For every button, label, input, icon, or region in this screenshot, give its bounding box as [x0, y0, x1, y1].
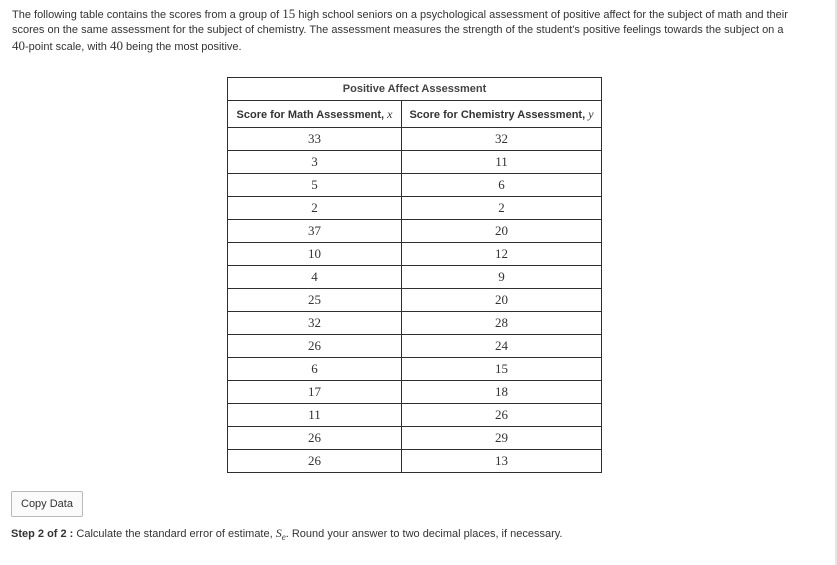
table-row	[228, 243, 602, 266]
math-score-cell: 32	[228, 312, 402, 335]
table-row	[228, 197, 602, 220]
table-row	[228, 358, 602, 381]
math-score-cell: 5	[228, 174, 402, 197]
chemistry-score-cell: 28	[402, 312, 602, 335]
standard-error-subscript: e	[281, 532, 286, 543]
chemistry-score-cell: 26	[402, 404, 602, 427]
intro-text-3: -point scale, with	[25, 41, 110, 53]
chemistry-score-cell: 20	[402, 289, 602, 312]
chemistry-score-cell: 6	[402, 174, 602, 197]
table-row	[228, 381, 602, 404]
step-label: Step 2 of 2 :	[11, 528, 74, 540]
problem-intro	[12, 6, 802, 55]
standard-error-symbol: S	[275, 526, 282, 540]
math-score-cell: 26	[228, 427, 402, 450]
table-row	[228, 335, 602, 358]
intro-text-4: being the most positive.	[122, 41, 242, 53]
chemistry-score-cell: 13	[402, 450, 602, 473]
chemistry-score-cell: 32	[402, 128, 602, 151]
chemistry-score-cell: 15	[402, 358, 602, 381]
table-row	[228, 450, 602, 473]
column-header-chemistry	[402, 101, 602, 128]
step-text-2: . Round your answer to two decimal places, if necessary.	[285, 528, 563, 540]
column-header-math-label: Score for Math Assessment,	[236, 108, 388, 121]
chemistry-score-cell: 29	[402, 427, 602, 450]
intro-max: 40	[109, 38, 123, 53]
chemistry-score-cell: 24	[402, 335, 602, 358]
table-row	[228, 220, 602, 243]
step-instruction	[11, 526, 563, 542]
chemistry-score-cell: 18	[402, 381, 602, 404]
intro-count: 15	[282, 6, 296, 21]
math-score-cell: 2	[228, 197, 402, 220]
chemistry-score-cell: 9	[402, 266, 602, 289]
math-score-cell: 26	[228, 450, 402, 473]
math-score-cell: 33	[228, 128, 402, 151]
intro-scale: 40	[12, 38, 25, 53]
intro-text-1: The following table contains the scores from a group of	[12, 9, 283, 21]
math-score-cell: 25	[228, 289, 402, 312]
table-row	[228, 289, 602, 312]
table-caption: Positive Affect Assessment	[228, 78, 602, 101]
table-row	[228, 404, 602, 427]
column-header-math-var: x	[387, 106, 393, 121]
math-score-cell: 17	[228, 381, 402, 404]
copy-data-button[interactable]: Copy Data	[11, 491, 83, 517]
chemistry-score-cell: 20	[402, 220, 602, 243]
chemistry-score-cell: 12	[402, 243, 602, 266]
table-row	[228, 266, 602, 289]
math-score-cell: 26	[228, 335, 402, 358]
math-score-cell: 6	[228, 358, 402, 381]
math-score-cell: 10	[228, 243, 402, 266]
math-score-cell: 11	[228, 404, 402, 427]
intro-text-2: high school seniors on a psychological assessment of positive affect for the subject of math and their scores on the same assessment for the subject of chemistry. The assessment measures the strength of the student's positive feelings towards the subject on a	[12, 9, 788, 36]
chemistry-score-cell: 11	[402, 151, 602, 174]
table-row	[228, 151, 602, 174]
column-header-chemistry-var: y	[588, 106, 594, 121]
table-row	[228, 128, 602, 151]
math-score-cell: 37	[228, 220, 402, 243]
table-row	[228, 174, 602, 197]
column-header-math	[228, 101, 402, 128]
table-body	[228, 128, 602, 473]
math-score-cell: 3	[228, 151, 402, 174]
chemistry-score-cell: 2	[402, 197, 602, 220]
math-score-cell: 4	[228, 266, 402, 289]
table-row	[228, 312, 602, 335]
step-text-1: Calculate the standard error of estimate,	[73, 528, 276, 540]
column-header-chemistry-label: Score for Chemistry Assessment,	[409, 108, 589, 121]
table-row	[228, 427, 602, 450]
data-table	[227, 77, 602, 473]
